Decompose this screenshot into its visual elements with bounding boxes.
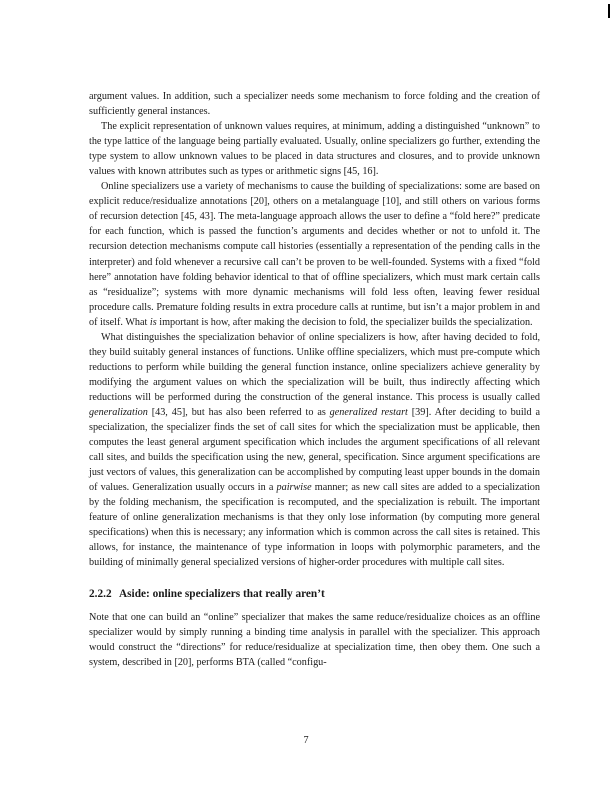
emphasized-text: generalization bbox=[89, 406, 148, 418]
text-run: manner; as new call sites are added to a specialization by the folding mechanism, the specification is recomputed, and the specialization is rebuilt. The important feature of online generalization mechanisms is that they only lose information (by computing more general specifications) when this is necessary; any information which is common across the call sites is retained. This allows, for instance, the maintenance of type information in loops with polymorphic parameters, and the building of minimally general specialized versions of higher-order procedures with multiple call sites. bbox=[89, 482, 540, 569]
section-title: Aside: online specializers that really aren’t bbox=[119, 587, 325, 600]
text-run: The explicit representation of unknown values requires, at minimum, adding a distinguished “unknown” to the type lattice of the language being partially evaluated. Usually, online specializers go further, extending the type system to allow unknown values to be placed in data structures and closures, and to provide unknown values with known attributes such as types or arithmetic signs [45, 16]. bbox=[89, 121, 540, 178]
paragraph-2 bbox=[89, 179, 540, 329]
section-number: 2.2.2 bbox=[89, 587, 112, 600]
body-text bbox=[89, 89, 540, 670]
text-run: important is how, after making the decision to fold, the specializer builds the specialization. bbox=[156, 316, 533, 328]
emphasized-text: pairwise bbox=[276, 482, 312, 494]
text-run: Note that one can build an “online” specializer that makes the same reduce/residualize choices as an offline specializer would by simply running a binding time analysis in parallel with the specializer. This approach would construct the “directions” for reduce/residualize at specialization time, then obey them. One such a system, described in [20], performs BTA (called “configu- bbox=[89, 611, 540, 668]
section-paragraph bbox=[89, 610, 540, 670]
emphasized-text: is bbox=[149, 316, 157, 328]
paragraph-1 bbox=[89, 119, 540, 179]
page-corner-mark bbox=[608, 4, 610, 18]
page-number: 7 bbox=[303, 735, 309, 746]
emphasized-text: generalized restart bbox=[329, 406, 408, 418]
paragraph-0 bbox=[89, 89, 540, 119]
paragraph-3 bbox=[89, 330, 540, 571]
section-heading bbox=[89, 587, 540, 601]
text-run: [39]. After deciding to build a specialization, the specializer finds the set of call sites for which the specialization must be applicable, then computes the least general argument specification which includes the argument specifications of all relevant call sites, and builds the specification using the new, general, specification. Since argument specifications are just vectors of values, this generalization can be accomplished by computing least upper bounds in the domain of values. Generalization usually occurs in a bbox=[89, 406, 540, 494]
text-run: [43, 45], but has also been referred to as bbox=[147, 406, 330, 418]
text-run: What distinguishes the specialization behavior of online specializers is how, after having decided to fold, they build suitably general instances of functions. Unlike offline specializers, which must pre-compute which reductions to perform while building the general function instance, online specializers achieve generality by modifying the argument values on which the specialization will be built, thus indirectly affecting which reductions will be performed during the construction of the general instance. This process is usually called bbox=[89, 331, 540, 403]
text-run: Online specializers use a variety of mechanisms to cause the building of specializations: some are based on explicit reduce/residualize annotations [20], others on a metalanguage [10], and still others on various forms of recursion detection [45, 43]. The meta-language approach allows the user to define a “fold here?” predicate for each function, which is passed the function’s arguments and decides whether or not to unfold it. The recursion detection mechanisms compute call histories (essentially a representation of the pending calls in the interpreter) and fold whenever a recursive call can’t be proven to be well-founded. Systems with a fixed “fold here” annotation have folding behavior identical to that of offline specializers, which must mark certain calls as “residualize”; systems with more dynamic mechanisms will fold less often, leaving fewer residual procedure calls. Premature folding results in extra procedure calls at runtime, but isn’t a major problem in and of itself. What bbox=[89, 181, 540, 328]
text-run: argument values. In addition, such a specializer needs some mechanism to force folding and the creation of sufficiently general instances. bbox=[89, 91, 540, 118]
